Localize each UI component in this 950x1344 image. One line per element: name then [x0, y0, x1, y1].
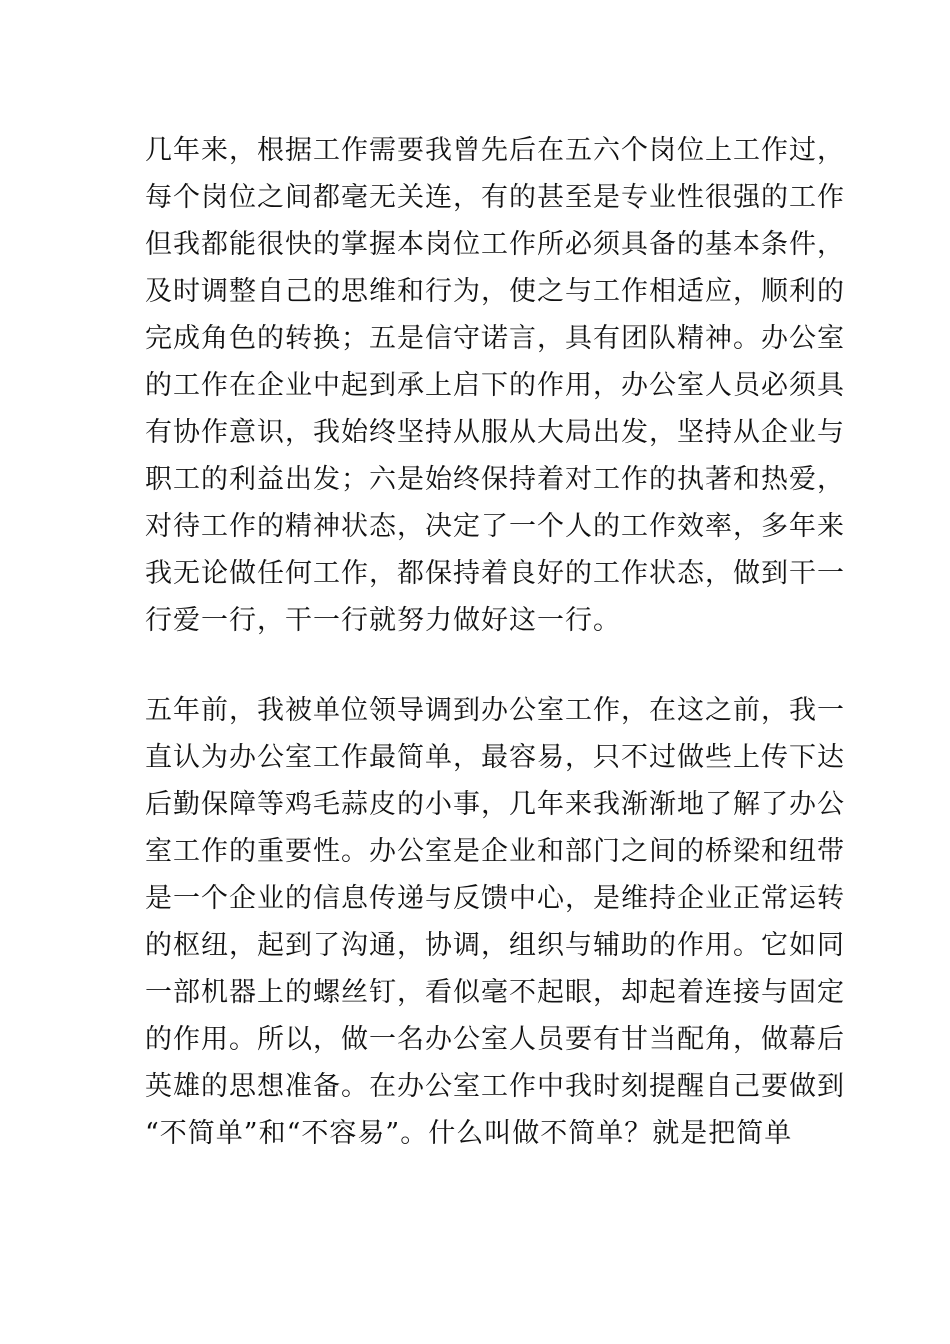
- text-line: 职工的利益出发；六是始终保持着对工作的执著和热爱，: [145, 464, 845, 495]
- text-line: 完成角色的转换；五是信守诺言，具有团队精神。办公室: [145, 323, 845, 354]
- text-line: 一部机器上的螺丝钉，看似毫不起眼，却起着连接与固定: [145, 977, 845, 1008]
- text-line: 英雄的思想准备。在办公室工作中我时刻提醒自己要做到: [145, 1071, 845, 1102]
- text-line: 室工作的重要性。办公室是企业和部门之间的桥梁和纽带: [145, 836, 845, 867]
- text-line: 对待工作的精神状态，决定了一个人的工作效率，多年来: [145, 511, 845, 542]
- text-line: 但我都能很快的掌握本岗位工作所必须具备的基本条件，: [145, 229, 845, 260]
- text-line: 每个岗位之间都毫无关连，有的甚至是专业性很强的工作: [145, 182, 845, 213]
- text-line: 行爱一行，干一行就努力做好这一行。: [145, 605, 621, 636]
- text-line: 几年来，根据工作需要我曾先后在五六个岗位上工作过，: [145, 135, 845, 166]
- text-line: “不简单”和“不容易”。什么叫做不简单？就是把简单: [145, 1118, 793, 1149]
- text-line: 的作用。所以，做一名办公室人员要有甘当配角，做幕后: [145, 1024, 845, 1055]
- text-line: 的工作在企业中起到承上启下的作用，办公室人员必须具: [145, 370, 845, 401]
- text-line: 有协作意识，我始终坚持从服从大局出发，坚持从企业与: [145, 417, 845, 448]
- text-line: 后勤保障等鸡毛蒜皮的小事，几年来我渐渐地了解了办公: [145, 789, 845, 820]
- text-line: 及时调整自己的思维和行为，使之与工作相适应，顺利的: [145, 276, 845, 307]
- text-line: 五年前，我被单位领导调到办公室工作，在这之前，我一: [145, 695, 845, 726]
- text-line: 的枢纽，起到了沟通，协调，组织与辅助的作用。它如同: [145, 930, 845, 961]
- text-line: 我无论做任何工作，都保持着良好的工作状态，做到干一: [145, 558, 845, 589]
- text-line: 是一个企业的信息传递与反馈中心，是维持企业正常运转: [145, 883, 845, 914]
- text-line: 直认为办公室工作最简单，最容易，只不过做些上传下达: [145, 742, 845, 773]
